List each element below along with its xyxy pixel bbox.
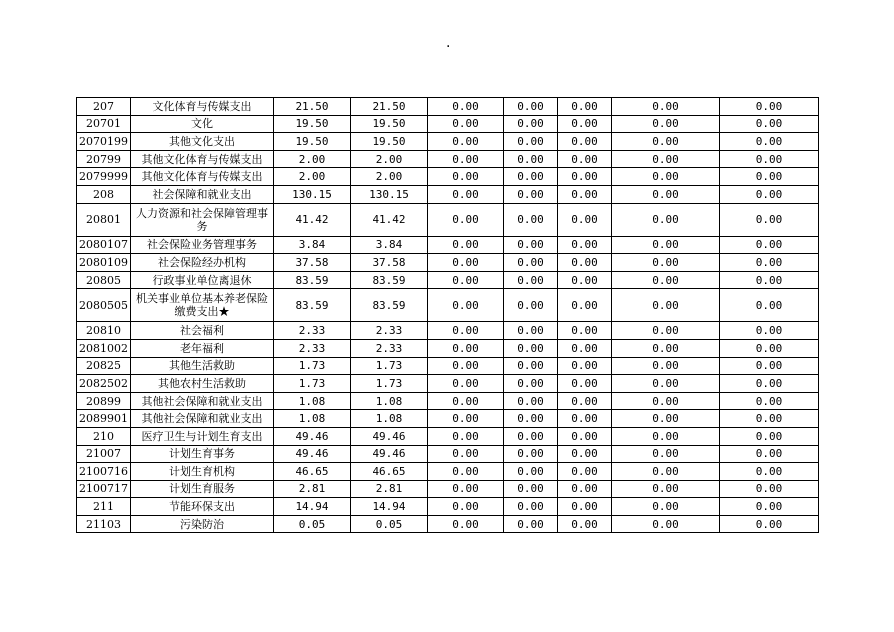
transfer-cell: 0.00 xyxy=(558,410,612,428)
subject-code-cell: 2070199 xyxy=(77,133,131,151)
table-row xyxy=(77,236,819,254)
total-cell: 1.73 xyxy=(274,375,351,393)
project-expenditure-cell: 0.00 xyxy=(428,480,504,498)
remarks-cell: 0.00 xyxy=(720,392,819,410)
total-cell: 49.46 xyxy=(274,427,351,445)
total-cell: 1.08 xyxy=(274,392,351,410)
enterprise-cell: 0.00 xyxy=(504,410,558,428)
transfer-cell: 0.00 xyxy=(558,515,612,533)
remarks-cell: 0.00 xyxy=(720,203,819,236)
subject-name-cell: 机关事业单位基本养老保险缴费支出★ xyxy=(131,289,274,322)
enterprise-cell: 0.00 xyxy=(504,445,558,463)
enterprise-cell: 0.00 xyxy=(504,480,558,498)
subject-code-cell: 210 xyxy=(77,427,131,445)
project-expenditure-cell: 0.00 xyxy=(428,185,504,203)
remarks-cell: 0.00 xyxy=(720,480,819,498)
table-row xyxy=(77,185,819,203)
project-expenditure-cell: 0.00 xyxy=(428,322,504,340)
total-cell: 3.84 xyxy=(274,236,351,254)
subject-name-cell: 其他社会保障和就业支出 xyxy=(131,392,274,410)
other-cell: 0.00 xyxy=(612,322,720,340)
transfer-cell: 0.00 xyxy=(558,463,612,481)
total-cell: 37.58 xyxy=(274,254,351,272)
other-cell: 0.00 xyxy=(612,98,720,116)
remarks-cell: 0.00 xyxy=(720,427,819,445)
project-expenditure-cell: 0.00 xyxy=(428,463,504,481)
enterprise-cell: 0.00 xyxy=(504,133,558,151)
subject-name-cell: 其他社会保障和就业支出 xyxy=(131,410,274,428)
enterprise-cell: 0.00 xyxy=(504,498,558,516)
basic-expenditure-cell: 37.58 xyxy=(351,254,428,272)
table-row xyxy=(77,392,819,410)
total-cell: 0.05 xyxy=(274,515,351,533)
other-cell: 0.00 xyxy=(612,445,720,463)
basic-expenditure-cell: 46.65 xyxy=(351,463,428,481)
total-cell: 41.42 xyxy=(274,203,351,236)
other-cell: 0.00 xyxy=(612,203,720,236)
transfer-cell: 0.00 xyxy=(558,375,612,393)
table-row xyxy=(77,150,819,168)
subject-code-cell: 2080109 xyxy=(77,254,131,272)
basic-expenditure-cell: 3.84 xyxy=(351,236,428,254)
budget-table xyxy=(76,97,819,533)
project-expenditure-cell: 0.00 xyxy=(428,150,504,168)
subject-code-cell: 21007 xyxy=(77,445,131,463)
total-cell: 2.00 xyxy=(274,168,351,186)
subject-name-cell: 社会保险经办机构 xyxy=(131,254,274,272)
other-cell: 0.00 xyxy=(612,463,720,481)
subject-code-cell: 20899 xyxy=(77,392,131,410)
remarks-cell: 0.00 xyxy=(720,410,819,428)
remarks-cell: 0.00 xyxy=(720,515,819,533)
other-cell: 0.00 xyxy=(612,271,720,289)
subject-code-cell: 20799 xyxy=(77,150,131,168)
other-cell: 0.00 xyxy=(612,375,720,393)
basic-expenditure-cell: 0.05 xyxy=(351,515,428,533)
subject-name-cell: 其他文化体育与传媒支出 xyxy=(131,150,274,168)
subject-name-cell: 文化体育与传媒支出 xyxy=(131,98,274,116)
total-cell: 2.81 xyxy=(274,480,351,498)
project-expenditure-cell: 0.00 xyxy=(428,133,504,151)
project-expenditure-cell: 0.00 xyxy=(428,498,504,516)
basic-expenditure-cell: 1.73 xyxy=(351,375,428,393)
table-row xyxy=(77,168,819,186)
subject-name-cell: 社会保障和就业支出 xyxy=(131,185,274,203)
transfer-cell: 0.00 xyxy=(558,322,612,340)
basic-expenditure-cell: 1.73 xyxy=(351,357,428,375)
table-row xyxy=(77,445,819,463)
transfer-cell: 0.00 xyxy=(558,392,612,410)
transfer-cell: 0.00 xyxy=(558,254,612,272)
subject-code-cell: 2082502 xyxy=(77,375,131,393)
other-cell: 0.00 xyxy=(612,236,720,254)
basic-expenditure-cell: 49.46 xyxy=(351,427,428,445)
remarks-cell: 0.00 xyxy=(720,271,819,289)
page-mark: . xyxy=(446,35,451,51)
other-cell: 0.00 xyxy=(612,480,720,498)
remarks-cell: 0.00 xyxy=(720,254,819,272)
enterprise-cell: 0.00 xyxy=(504,150,558,168)
subject-code-cell: 211 xyxy=(77,498,131,516)
subject-name-cell: 其他文化体育与传媒支出 xyxy=(131,168,274,186)
subject-code-cell: 2089901 xyxy=(77,410,131,428)
subject-name-cell: 节能环保支出 xyxy=(131,498,274,516)
subject-name-cell: 其他文化支出 xyxy=(131,133,274,151)
remarks-cell: 0.00 xyxy=(720,289,819,322)
other-cell: 0.00 xyxy=(612,392,720,410)
table-row xyxy=(77,357,819,375)
project-expenditure-cell: 0.00 xyxy=(428,271,504,289)
remarks-cell: 0.00 xyxy=(720,98,819,116)
basic-expenditure-cell: 2.33 xyxy=(351,322,428,340)
transfer-cell: 0.00 xyxy=(558,289,612,322)
remarks-cell: 0.00 xyxy=(720,133,819,151)
transfer-cell: 0.00 xyxy=(558,445,612,463)
table-row xyxy=(77,339,819,357)
subject-code-cell: 2080107 xyxy=(77,236,131,254)
project-expenditure-cell: 0.00 xyxy=(428,168,504,186)
subject-code-cell: 2079999 xyxy=(77,168,131,186)
basic-expenditure-cell: 2.00 xyxy=(351,150,428,168)
table-row xyxy=(77,133,819,151)
remarks-cell: 0.00 xyxy=(720,375,819,393)
total-cell: 19.50 xyxy=(274,115,351,133)
basic-expenditure-cell: 21.50 xyxy=(351,98,428,116)
transfer-cell: 0.00 xyxy=(558,498,612,516)
subject-name-cell: 人力资源和社会保障管理事务 xyxy=(131,203,274,236)
other-cell: 0.00 xyxy=(612,168,720,186)
total-cell: 49.46 xyxy=(274,445,351,463)
remarks-cell: 0.00 xyxy=(720,236,819,254)
transfer-cell: 0.00 xyxy=(558,236,612,254)
remarks-cell: 0.00 xyxy=(720,463,819,481)
transfer-cell: 0.00 xyxy=(558,480,612,498)
transfer-cell: 0.00 xyxy=(558,357,612,375)
remarks-cell: 0.00 xyxy=(720,150,819,168)
enterprise-cell: 0.00 xyxy=(504,203,558,236)
total-cell: 83.59 xyxy=(274,271,351,289)
project-expenditure-cell: 0.00 xyxy=(428,254,504,272)
basic-expenditure-cell: 83.59 xyxy=(351,289,428,322)
transfer-cell: 0.00 xyxy=(558,150,612,168)
enterprise-cell: 0.00 xyxy=(504,254,558,272)
subject-code-cell: 20825 xyxy=(77,357,131,375)
subject-code-cell: 2100716 xyxy=(77,463,131,481)
budget-table-body xyxy=(77,98,819,533)
transfer-cell: 0.00 xyxy=(558,271,612,289)
other-cell: 0.00 xyxy=(612,289,720,322)
other-cell: 0.00 xyxy=(612,515,720,533)
table-row xyxy=(77,115,819,133)
subject-code-cell: 21103 xyxy=(77,515,131,533)
basic-expenditure-cell: 83.59 xyxy=(351,271,428,289)
total-cell: 2.33 xyxy=(274,322,351,340)
transfer-cell: 0.00 xyxy=(558,133,612,151)
table-row xyxy=(77,480,819,498)
transfer-cell: 0.00 xyxy=(558,427,612,445)
project-expenditure-cell: 0.00 xyxy=(428,339,504,357)
basic-expenditure-cell: 41.42 xyxy=(351,203,428,236)
basic-expenditure-cell: 1.08 xyxy=(351,392,428,410)
basic-expenditure-cell: 49.46 xyxy=(351,445,428,463)
project-expenditure-cell: 0.00 xyxy=(428,115,504,133)
total-cell: 14.94 xyxy=(274,498,351,516)
subject-code-cell: 20810 xyxy=(77,322,131,340)
subject-name-cell: 污染防治 xyxy=(131,515,274,533)
remarks-cell: 0.00 xyxy=(720,168,819,186)
subject-name-cell: 行政事业单位离退休 xyxy=(131,271,274,289)
enterprise-cell: 0.00 xyxy=(504,271,558,289)
table-row xyxy=(77,410,819,428)
table-row xyxy=(77,463,819,481)
subject-name-cell: 计划生育服务 xyxy=(131,480,274,498)
project-expenditure-cell: 0.00 xyxy=(428,445,504,463)
total-cell: 83.59 xyxy=(274,289,351,322)
transfer-cell: 0.00 xyxy=(558,115,612,133)
other-cell: 0.00 xyxy=(612,427,720,445)
table-row xyxy=(77,98,819,116)
basic-expenditure-cell: 14.94 xyxy=(351,498,428,516)
enterprise-cell: 0.00 xyxy=(504,289,558,322)
enterprise-cell: 0.00 xyxy=(504,98,558,116)
enterprise-cell: 0.00 xyxy=(504,357,558,375)
enterprise-cell: 0.00 xyxy=(504,463,558,481)
basic-expenditure-cell: 130.15 xyxy=(351,185,428,203)
project-expenditure-cell: 0.00 xyxy=(428,98,504,116)
transfer-cell: 0.00 xyxy=(558,203,612,236)
transfer-cell: 0.00 xyxy=(558,185,612,203)
remarks-cell: 0.00 xyxy=(720,445,819,463)
project-expenditure-cell: 0.00 xyxy=(428,203,504,236)
table-row xyxy=(77,375,819,393)
total-cell: 130.15 xyxy=(274,185,351,203)
total-cell: 21.50 xyxy=(274,98,351,116)
remarks-cell: 0.00 xyxy=(720,357,819,375)
transfer-cell: 0.00 xyxy=(558,339,612,357)
subject-code-cell: 207 xyxy=(77,98,131,116)
total-cell: 19.50 xyxy=(274,133,351,151)
enterprise-cell: 0.00 xyxy=(504,322,558,340)
basic-expenditure-cell: 2.33 xyxy=(351,339,428,357)
other-cell: 0.00 xyxy=(612,357,720,375)
remarks-cell: 0.00 xyxy=(720,498,819,516)
project-expenditure-cell: 0.00 xyxy=(428,236,504,254)
enterprise-cell: 0.00 xyxy=(504,185,558,203)
remarks-cell: 0.00 xyxy=(720,185,819,203)
subject-name-cell: 其他农村生活救助 xyxy=(131,375,274,393)
total-cell: 2.33 xyxy=(274,339,351,357)
subject-code-cell: 20701 xyxy=(77,115,131,133)
project-expenditure-cell: 0.00 xyxy=(428,357,504,375)
project-expenditure-cell: 0.00 xyxy=(428,375,504,393)
enterprise-cell: 0.00 xyxy=(504,115,558,133)
enterprise-cell: 0.00 xyxy=(504,515,558,533)
other-cell: 0.00 xyxy=(612,498,720,516)
subject-name-cell: 其他生活救助 xyxy=(131,357,274,375)
subject-name-cell: 老年福利 xyxy=(131,339,274,357)
other-cell: 0.00 xyxy=(612,185,720,203)
table-row xyxy=(77,427,819,445)
table-row xyxy=(77,289,819,322)
transfer-cell: 0.00 xyxy=(558,168,612,186)
subject-name-cell: 计划生育事务 xyxy=(131,445,274,463)
transfer-cell: 0.00 xyxy=(558,98,612,116)
subject-name-cell: 社会福利 xyxy=(131,322,274,340)
remarks-cell: 0.00 xyxy=(720,115,819,133)
other-cell: 0.00 xyxy=(612,150,720,168)
other-cell: 0.00 xyxy=(612,115,720,133)
remarks-cell: 0.00 xyxy=(720,339,819,357)
project-expenditure-cell: 0.00 xyxy=(428,392,504,410)
subject-code-cell: 2100717 xyxy=(77,480,131,498)
enterprise-cell: 0.00 xyxy=(504,168,558,186)
enterprise-cell: 0.00 xyxy=(504,375,558,393)
other-cell: 0.00 xyxy=(612,254,720,272)
basic-expenditure-cell: 2.81 xyxy=(351,480,428,498)
enterprise-cell: 0.00 xyxy=(504,236,558,254)
other-cell: 0.00 xyxy=(612,339,720,357)
subject-code-cell: 208 xyxy=(77,185,131,203)
enterprise-cell: 0.00 xyxy=(504,339,558,357)
table-row xyxy=(77,498,819,516)
table-row xyxy=(77,254,819,272)
other-cell: 0.00 xyxy=(612,410,720,428)
table-row xyxy=(77,203,819,236)
subject-name-cell: 社会保险业务管理事务 xyxy=(131,236,274,254)
subject-name-cell: 医疗卫生与计划生育支出 xyxy=(131,427,274,445)
subject-code-cell: 2081002 xyxy=(77,339,131,357)
table-row xyxy=(77,322,819,340)
table-row xyxy=(77,515,819,533)
subject-code-cell: 20801 xyxy=(77,203,131,236)
total-cell: 1.08 xyxy=(274,410,351,428)
total-cell: 2.00 xyxy=(274,150,351,168)
other-cell: 0.00 xyxy=(612,133,720,151)
project-expenditure-cell: 0.00 xyxy=(428,515,504,533)
basic-expenditure-cell: 2.00 xyxy=(351,168,428,186)
total-cell: 1.73 xyxy=(274,357,351,375)
table-row xyxy=(77,271,819,289)
project-expenditure-cell: 0.00 xyxy=(428,410,504,428)
basic-expenditure-cell: 19.50 xyxy=(351,133,428,151)
enterprise-cell: 0.00 xyxy=(504,392,558,410)
project-expenditure-cell: 0.00 xyxy=(428,427,504,445)
subject-name-cell: 计划生育机构 xyxy=(131,463,274,481)
remarks-cell: 0.00 xyxy=(720,322,819,340)
subject-name-cell: 文化 xyxy=(131,115,274,133)
total-cell: 46.65 xyxy=(274,463,351,481)
basic-expenditure-cell: 1.08 xyxy=(351,410,428,428)
subject-code-cell: 20805 xyxy=(77,271,131,289)
enterprise-cell: 0.00 xyxy=(504,427,558,445)
subject-code-cell: 2080505 xyxy=(77,289,131,322)
project-expenditure-cell: 0.00 xyxy=(428,289,504,322)
basic-expenditure-cell: 19.50 xyxy=(351,115,428,133)
